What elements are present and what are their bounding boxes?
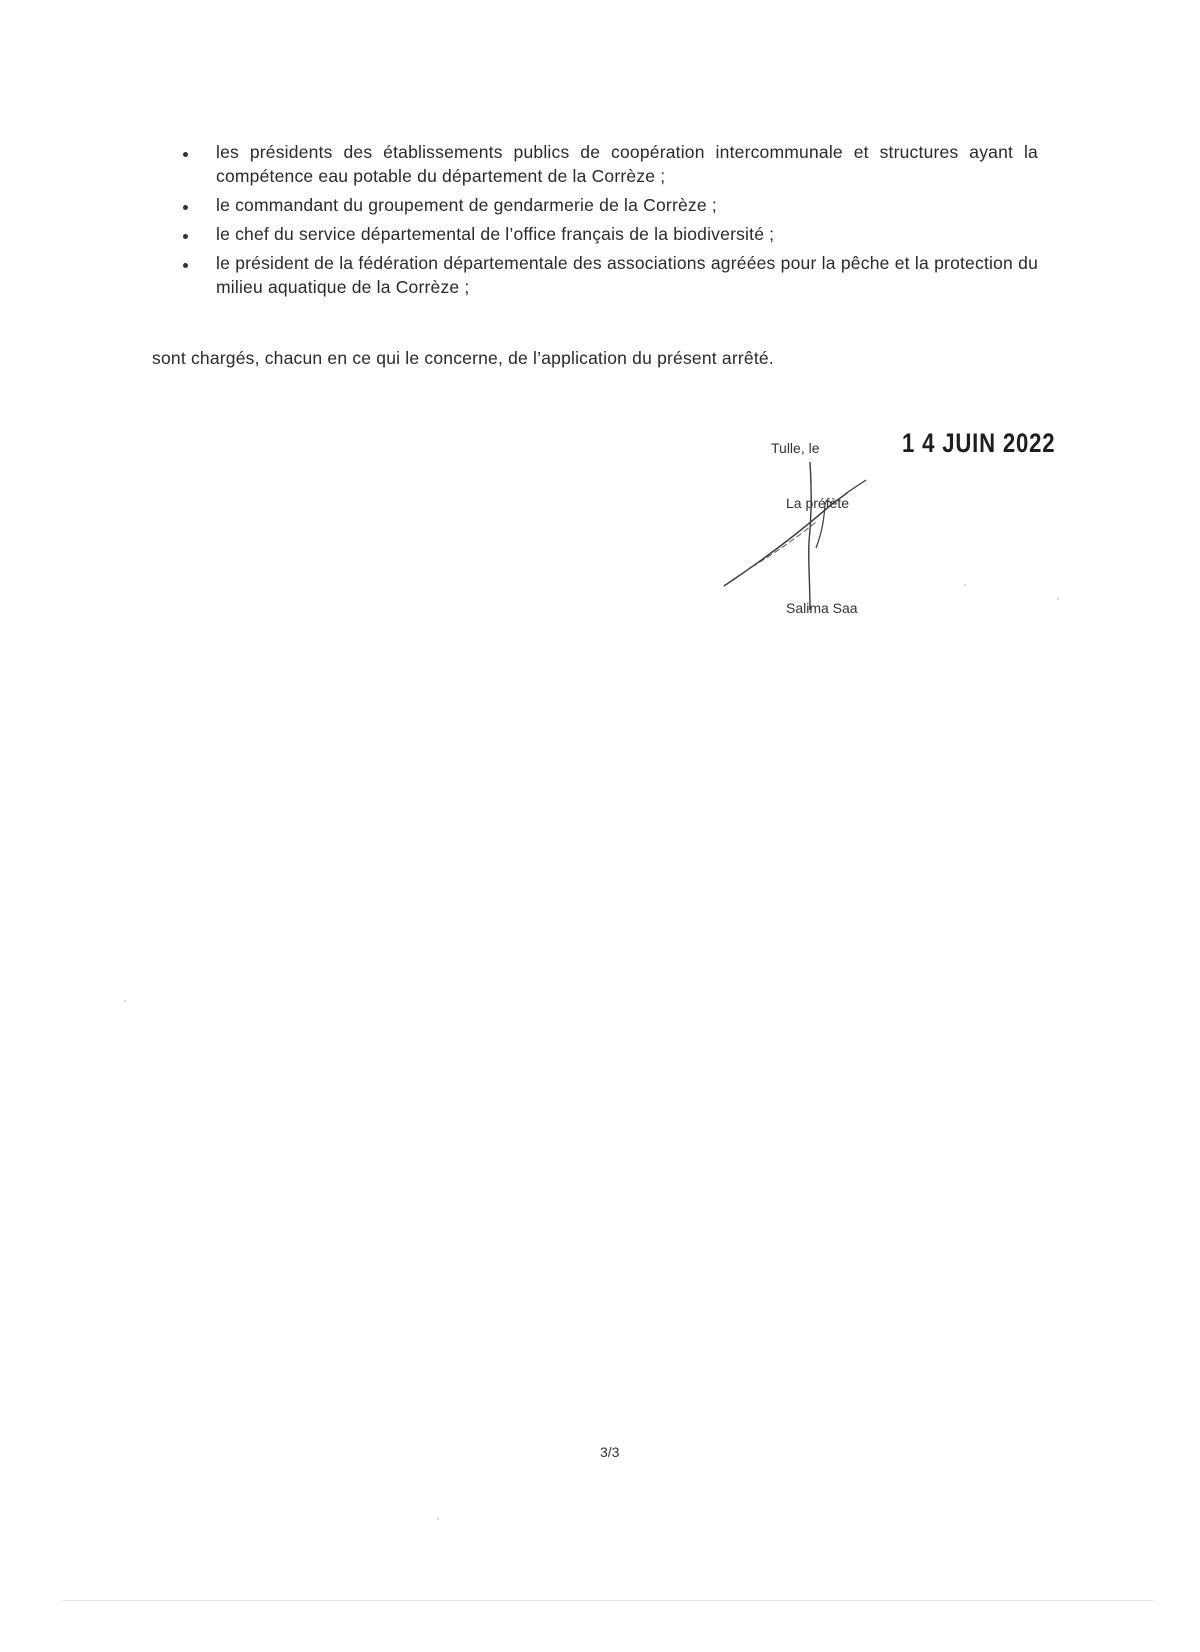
list-item (176, 140, 1038, 188)
bullet-icon (183, 205, 188, 210)
place-label: Tulle, le (771, 440, 820, 456)
list-item (176, 251, 1038, 299)
bullet-icon (183, 234, 188, 239)
scan-speck (1057, 598, 1059, 600)
date-stamp: 1 4 JUIN 2022 (902, 428, 1056, 458)
list-item-text: le commandant du groupement de gendarmerie de la Corrèze ; (216, 195, 717, 215)
scan-speck (437, 1518, 439, 1520)
scan-speck (124, 1000, 126, 1002)
list-item-text: le chef du service départemental de l’office français de la biodiversité ; (216, 224, 775, 244)
scan-speck (964, 584, 966, 586)
handwritten-signature (720, 462, 900, 612)
list-item-text: les présidents des établissements publics de coopération intercommunale et structures ayant la compétence eau potable du département de la Corrèze ; (216, 142, 1038, 186)
list-item-text: le président de la fédération départementale des associations agréées pour la pêche et la protection du milieu aquatique de la Corrèze ; (216, 253, 1038, 297)
responsible-parties-list (176, 140, 1038, 304)
list-item (176, 193, 1038, 217)
signer-title: La préfète (786, 495, 850, 511)
list-item (176, 222, 1038, 246)
bullet-icon (183, 263, 188, 268)
scan-border-line (62, 1600, 1154, 1601)
page-number: 3/3 (600, 1444, 620, 1460)
conclusion-text: sont chargés, chacun en ce qui le concerne, de l’application du présent arrêté. (152, 348, 774, 368)
signer-name: Salima Saa (786, 600, 858, 616)
bullet-icon (183, 152, 188, 157)
